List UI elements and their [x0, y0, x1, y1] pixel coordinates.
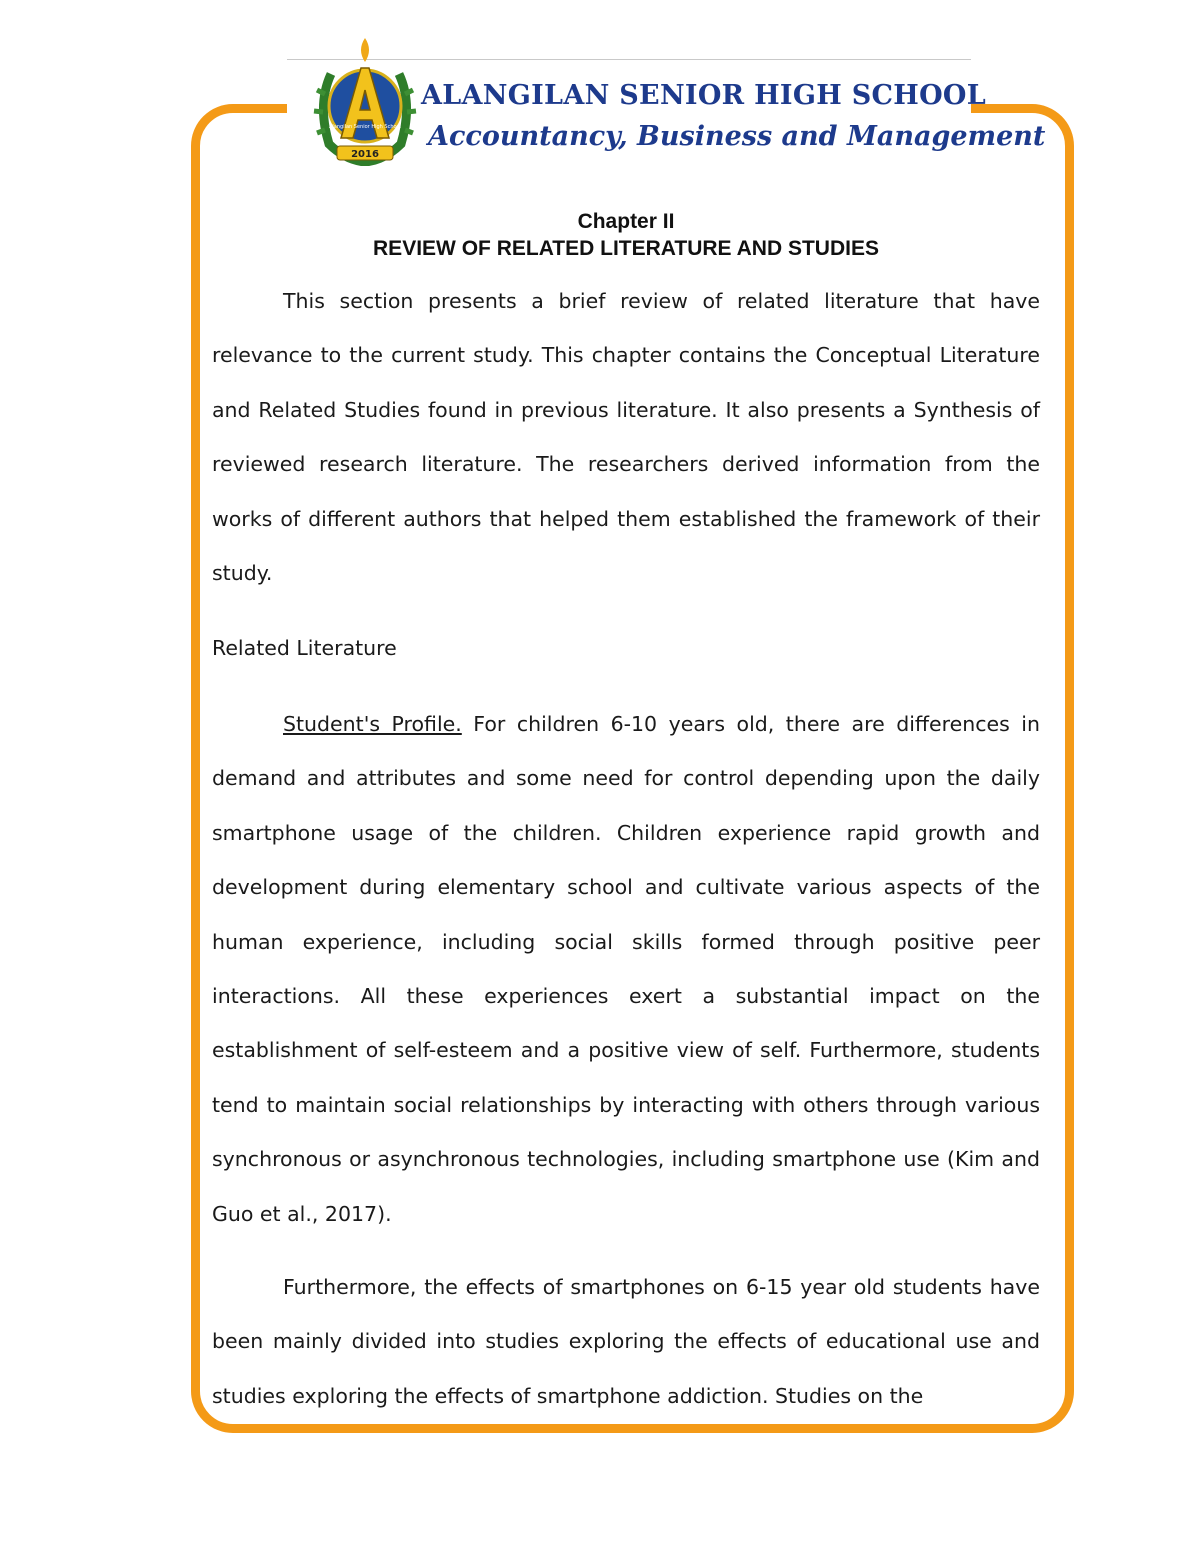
logo-motto: Alangilan Senior High School [328, 124, 402, 130]
logo-letter: A [397, 64, 398, 65]
strand-name: Accountancy, Business and Management [428, 121, 1046, 152]
section-heading: Related Literature [212, 636, 397, 660]
paragraph-body: For children 6-10 years old, there are differences in demand and attributes and some need for control depending upon the daily smartphone usage of the children. Children experience rapid growth and development during elementary school and cultivate various aspects of the human experience, including social skills formed through positive peer interactions. All these experiences exert a substantial impact on the establishment of self-esteem and a positive view of self. Furthermore, students tend to maintain social relationships by interacting with others through various synchronous or asynchronous technologies, including smartphone use (Kim and Guo et al., 2017). [212, 712, 1040, 1226]
logo-year: 2016 [351, 149, 379, 160]
paragraph-students-profile [212, 697, 1040, 1241]
chapter-title: REVIEW OF RELATED LITERATURE AND STUDIES [373, 237, 879, 260]
school-name: ALANGILAN SENIOR HIGH SCHOOL [421, 80, 987, 111]
paragraph-lead-heading: Student's Profile. [283, 712, 462, 736]
chapter-label: Chapter II [577, 210, 675, 233]
intro-paragraph: This section presents a brief review of related literature that have relevance to the current study. This chapter contains the Conceptual Literature and Related Studies found in previous literature. It also presents a Synthesis of reviewed research literature. The researchers derived information from the works of different authors that helped them established the framework of their study. [212, 289, 1040, 586]
paragraph-smartphone-effects: Furthermore, the effects of smartphones on 6-15 year old students have been mainly divided into studies exploring the effects of educational use and studies exploring the effects of smartphone addiction. Studies on the [212, 1275, 1040, 1408]
school-logo [311, 34, 419, 166]
